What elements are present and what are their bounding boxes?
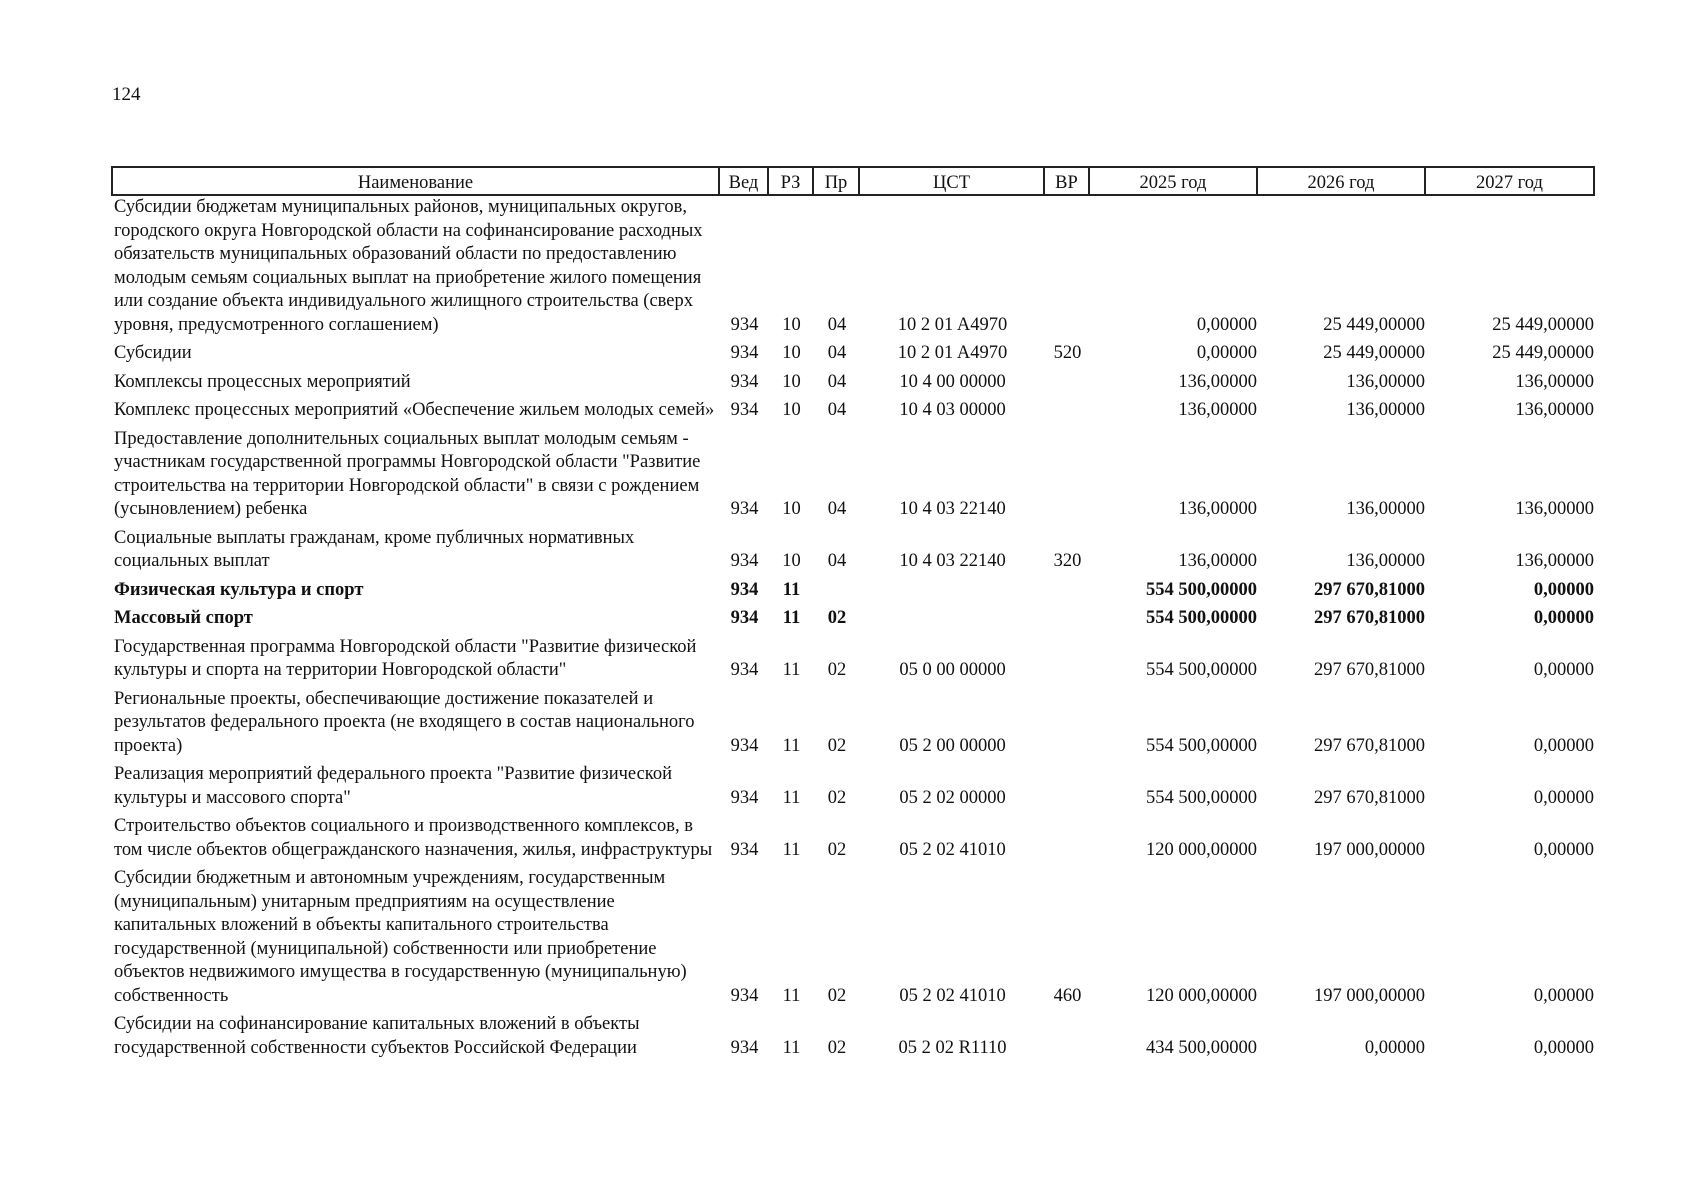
row-2025: 120 000,00000 [1146,839,1257,860]
row-cst: 10 4 03 22140 [899,499,1006,519]
row-2025: 554 500,00000 [1146,579,1257,600]
row-name: Комплексы процессных мероприятий [114,371,411,392]
header-2026: 2026 год [1257,167,1425,195]
row-cst: 10 4 03 00000 [899,400,1006,420]
row-pr: 02 [827,985,847,1006]
row-rz: 11 [782,985,801,1006]
row-2026: 297 670,81000 [1314,608,1425,628]
row-name: Субсидии на софинансирование капитальных вложений в объекты государственной собственности субъектов Российской Федерации [114,1014,640,1058]
header-vr: ВР [1044,167,1089,195]
row-pr: 02 [827,1037,847,1058]
row-name: Субсидии [114,343,192,363]
row-2027: 0,00000 [1533,1037,1594,1058]
row-rz: 11 [782,579,801,600]
row-vr [1044,758,1089,810]
row-rz: 10 [782,314,801,335]
row-ved: 934 [730,551,759,571]
row-2026: 197 000,00000 [1314,839,1425,860]
row-rz: 11 [782,735,801,756]
row-pr: 02 [827,787,847,808]
row-2025: 554 500,00000 [1146,608,1257,628]
row-vr [1044,810,1089,862]
row-pr: 02 [827,839,847,860]
row-rz: 10 [782,400,801,420]
row-cst: 10 2 01 A4970 [897,314,1008,335]
row-name: Массовый спорт [114,608,253,628]
row-ved: 934 [730,400,759,420]
row-rz: 11 [782,787,801,808]
header-cst: ЦСТ [859,167,1044,195]
row-ved: 934 [730,314,759,335]
row-2026: 25 449,00000 [1323,343,1425,363]
table-row [112,862,1594,1008]
row-2026: 136,00000 [1346,499,1425,519]
row-2027: 136,00000 [1515,400,1594,420]
row-pr [813,574,859,603]
row-name: Субсидии бюджетам муниципальных районов, муниципальных округов, городского округа Новгородской области на софинансирование расходных обязательств муниципальных образований области по предоставлению молодым семьям социальных выплат на приобретение жилого помещения или создание объекта индивидуального жилищного строительства (сверх уровня, предусмотренного соглашением) [114,197,703,335]
row-name: Социальные выплаты гражданам, кроме публичных нормативных социальных выплат [114,527,635,571]
row-rz: 11 [782,608,801,628]
row-name: Физическая культура и спорт [114,579,364,600]
row-rz: 10 [782,343,801,363]
row-cst: 05 2 02 00000 [899,787,1006,808]
row-vr [1044,366,1089,395]
table-body [112,195,1594,1060]
row-2026: 25 449,00000 [1323,314,1425,335]
row-pr: 02 [827,608,847,628]
row-2025: 554 500,00000 [1146,660,1257,680]
row-vr [1044,683,1089,759]
row-name: Субсидии бюджетным и автономным учреждениям, государственным (муниципальным) унитарным предприятиям на осуществление капитальных вложений в объекты капитального строительства государственной (муниципальной) собственности или приобретение объектов недвижимого имущества в государственную (муниципальную) собственность [114,868,687,1006]
header-name: Наименование [112,167,719,195]
header-2027: 2027 год [1425,167,1594,195]
page-number: 124 [112,84,141,105]
budget-table [111,166,1595,1060]
row-2027: 25 449,00000 [1492,343,1594,363]
row-2025: 0,00000 [1196,314,1257,335]
row-cst: 05 2 00 00000 [899,735,1006,756]
row-2025: 136,00000 [1178,551,1257,571]
row-vr [1044,1008,1089,1060]
row-ved: 934 [730,839,759,860]
row-2027: 0,00000 [1533,985,1594,1006]
row-2027: 136,00000 [1515,371,1594,392]
row-2027: 0,00000 [1533,839,1594,860]
row-vr [1044,394,1089,423]
row-2025: 554 500,00000 [1146,787,1257,808]
row-2025: 0,00000 [1196,343,1257,363]
table-row [112,631,1594,683]
row-2027: 136,00000 [1515,551,1594,571]
row-cst: 05 2 02 41010 [899,839,1006,860]
row-pr: 04 [827,343,847,363]
table-row [112,394,1594,423]
row-ved: 934 [730,608,759,628]
header-2025: 2025 год [1089,167,1257,195]
row-2027: 0,00000 [1533,579,1594,600]
row-rz: 10 [782,551,801,571]
row-name: Реализация мероприятий федерального проекта "Развитие физической культуры и массового спорта" [114,764,672,808]
row-cst [859,574,1044,603]
row-2026: 0,00000 [1364,1037,1425,1058]
row-pr: 04 [827,371,847,392]
row-cst: 10 2 01 A4970 [897,343,1008,363]
row-2025: 136,00000 [1178,371,1257,392]
row-cst: 05 2 02 41010 [899,985,1006,1006]
row-2026: 136,00000 [1346,371,1425,392]
row-2025: 136,00000 [1178,400,1257,420]
table-row [112,1008,1594,1060]
row-rz: 11 [782,1037,801,1058]
row-ved: 934 [730,1037,759,1058]
table-header [112,167,1594,195]
row-ved: 934 [730,343,759,363]
table-row [112,574,1594,603]
row-rz: 11 [782,839,801,860]
row-vr: 520 [1053,343,1082,363]
row-ved: 934 [730,371,759,392]
header-rz: РЗ [768,167,813,195]
row-cst: 05 0 00 00000 [899,660,1006,680]
row-2025: 434 500,00000 [1146,1037,1257,1058]
row-vr [1044,423,1089,522]
table-row [112,810,1594,862]
row-cst: 05 2 02 R1110 [898,1037,1007,1058]
row-pr: 04 [827,499,847,519]
row-pr: 04 [827,314,847,335]
row-ved: 934 [730,985,759,1006]
row-2025: 120 000,00000 [1146,985,1257,1006]
row-2027: 25 449,00000 [1492,314,1594,335]
row-2025: 554 500,00000 [1146,735,1257,756]
row-cst: 10 4 00 00000 [899,371,1006,392]
table-row [112,195,1594,337]
row-2026: 136,00000 [1346,400,1425,420]
table-row [112,758,1594,810]
table-row [112,337,1594,366]
row-2026: 297 670,81000 [1314,660,1425,680]
row-2027: 136,00000 [1515,499,1594,519]
row-cst [859,602,1044,631]
row-rz: 10 [782,499,801,519]
row-pr: 02 [827,660,847,680]
row-2026: 136,00000 [1346,551,1425,571]
table-row [112,522,1594,574]
row-name: Региональные проекты, обеспечивающие достижение показателей и результатов федерального проекта (не входящего в состав национального проекта) [114,688,695,756]
row-pr: 04 [827,400,847,420]
row-ved: 934 [730,735,759,756]
table-row [112,366,1594,395]
row-ved: 934 [730,499,759,519]
row-vr [1044,602,1089,631]
row-name: Государственная программа Новгородской области "Развитие физической культуры и спорта на территории Новгородской области" [114,636,697,680]
row-2027: 0,00000 [1533,735,1594,756]
row-2027: 0,00000 [1533,608,1594,628]
header-pr: Пр [813,167,859,195]
row-2027: 0,00000 [1533,787,1594,808]
row-pr: 04 [827,551,847,571]
row-2026: 197 000,00000 [1314,985,1425,1006]
row-vr [1044,195,1089,337]
row-2026: 297 670,81000 [1314,787,1425,808]
row-ved: 934 [730,660,759,680]
row-rz: 11 [782,660,801,680]
row-name: Комплекс процессных мероприятий «Обеспечение жильем молодых семей» [114,400,715,420]
row-rz: 10 [782,371,801,392]
row-2026: 297 670,81000 [1314,735,1425,756]
row-ved: 934 [730,579,759,600]
row-2025: 136,00000 [1178,499,1257,519]
row-pr: 02 [827,735,847,756]
row-ved: 934 [730,787,759,808]
row-name: Строительство объектов социального и производственного комплексов, в том числе объектов общегражданского назначения, жилья, инфраструктуры [114,816,713,860]
row-vr [1044,631,1089,683]
row-cst: 10 4 03 22140 [899,551,1006,571]
table-row [112,683,1594,759]
row-vr [1044,574,1089,603]
table-row [112,423,1594,522]
row-vr: 320 [1053,551,1082,571]
row-2026: 297 670,81000 [1314,579,1425,600]
header-ved: Вед [719,167,768,195]
row-name: Предоставление дополнительных социальных выплат молодым семьям - участникам государственной программы Новгородской области "Развитие строительства на территории Новгородской области" в связи с рождением (усыновлением) ребенка [114,428,701,519]
row-vr: 460 [1053,985,1082,1006]
table-row [112,602,1594,631]
row-2027: 0,00000 [1533,660,1594,680]
